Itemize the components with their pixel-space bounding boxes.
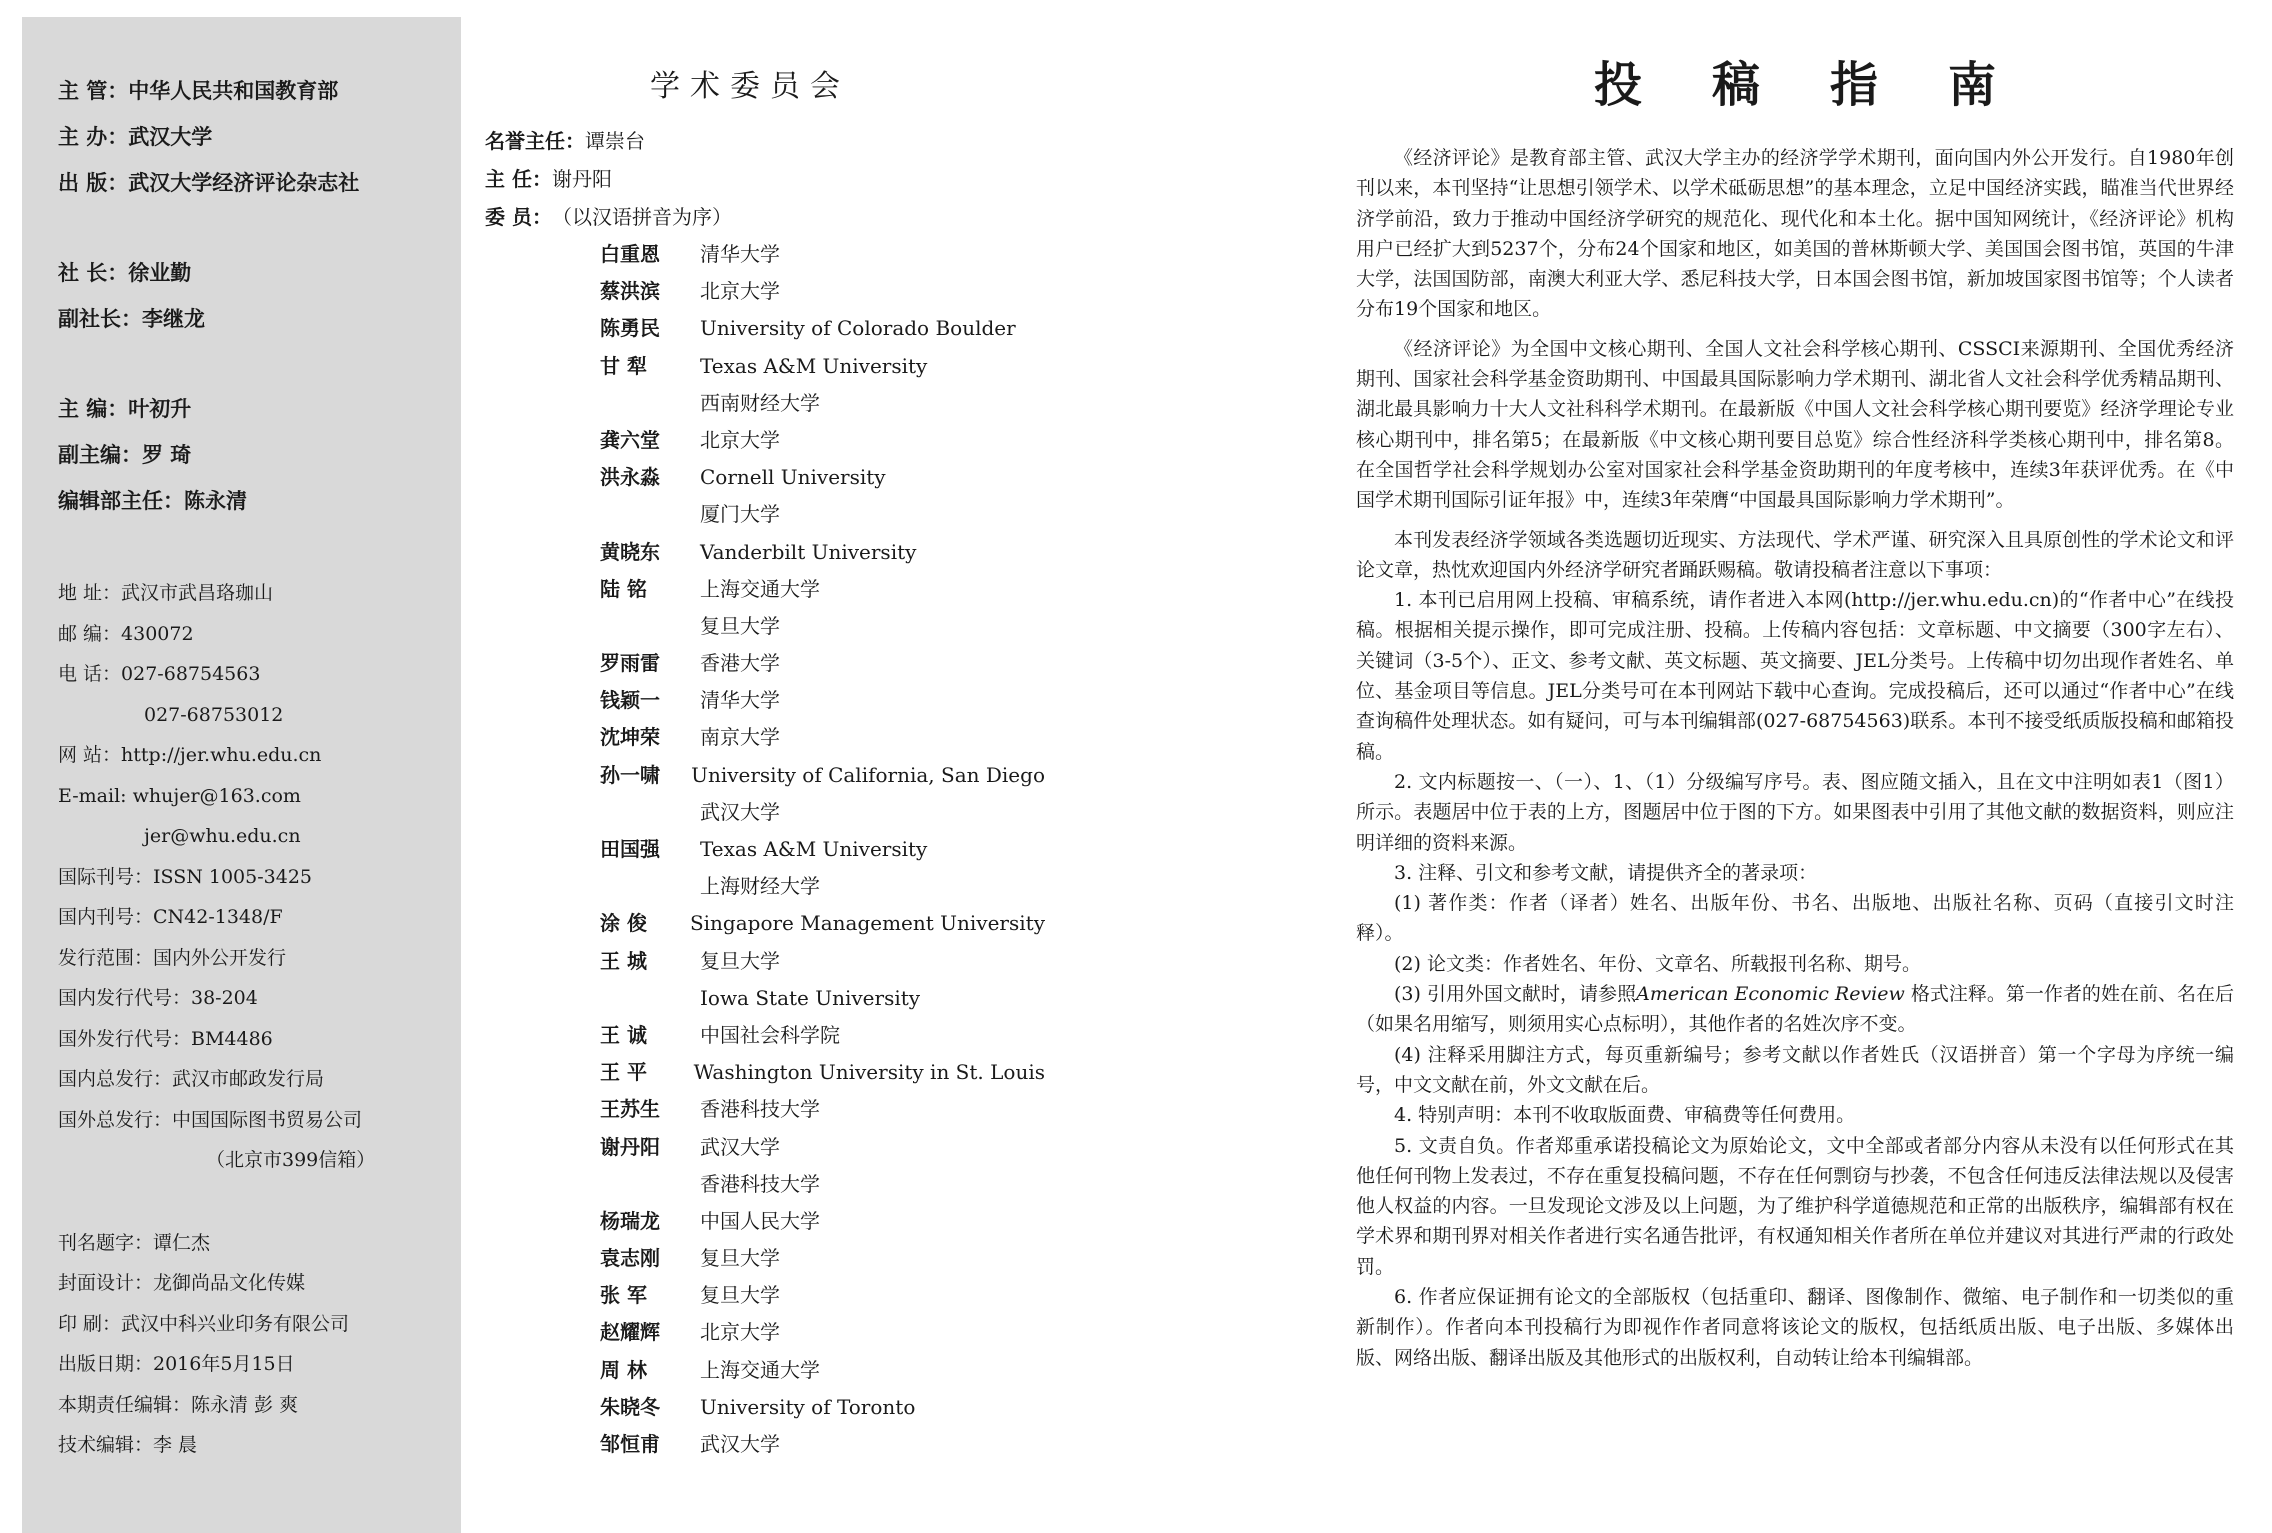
guide-paragraph: 《经济评论》为全国中文核心期刊、全国人文社会科学核心期刊、CSSCI来源期刊、全国优秀经济期刊、国家社会科学基金资助期刊、中国最具国际影响力学术期刊、湖北省人文社会科学优秀精品期刊、湖北最具影响力十大人文社科科学术期刊。在最新版《中国人文社会科学核心期刊要览》经济学理论专业核心期刊中，排名第5；在最新版《中文核心期刊要目总览》综合性经济科学类核心期刊中，排名第8。在全国哲学社会科学规划办公室对国家社会科学基金资助期刊的年度考核中，连续3年获评优秀。在《中国学术期刊国际引证年报》中，连续3年荣膺“中国最具国际影响力学术期刊”。 xyxy=(1356,337,2234,512)
technical-editor: 技术编辑：李 晨 xyxy=(58,1434,198,1456)
committee-member xyxy=(485,1389,1045,1426)
member-name: 邹恒甫 xyxy=(600,1432,660,1456)
director: 主 任：谢丹阳 xyxy=(485,167,612,191)
foreign-distributor: 国外总发行：中国国际图书贸易公司 xyxy=(58,1108,363,1131)
committee-member xyxy=(485,608,1045,645)
guide-item: 3. 注释、引文和参考文献，请提供齐全的著录项： xyxy=(1394,861,1818,884)
sponsor: 主 办：武汉大学 xyxy=(58,124,213,149)
committee-member xyxy=(485,1017,1045,1054)
member-name: 涂 俊 xyxy=(600,911,647,936)
phone-2: 027-68753012 xyxy=(144,703,284,726)
academic-committee xyxy=(485,62,1045,1463)
member-affiliation: 香港科技大学 xyxy=(700,1171,820,1196)
committee-member xyxy=(485,1314,1045,1351)
member-name: 田国强 xyxy=(600,837,660,861)
title-calligraphy: 刊名题字：谭仁杰 xyxy=(58,1231,211,1254)
guide-title: 投稿指南 xyxy=(1593,57,2066,113)
journal-name: American Economic Review xyxy=(1636,983,1905,1006)
member-name: 谢丹阳 xyxy=(600,1134,660,1159)
committee-member xyxy=(485,496,1045,533)
member-name: 赵耀辉 xyxy=(600,1320,660,1345)
guide-paragraph: 本刊发表经济学领域各类选题切近现实、方法现代、学术严谨、研究深入且具原创性的学术论文和评论文章，热忱欢迎国内外经济学研究者踊跃赐稿。敬请投稿者注意以下事项： xyxy=(1356,528,2234,581)
committee-member xyxy=(485,757,1045,794)
phone: 电 话：027-68754563 xyxy=(58,663,261,685)
member-name: 王 城 xyxy=(600,948,647,973)
supervisor: 主 管：中华人民共和国教育部 xyxy=(58,78,339,103)
committee-title: 学术委员会 xyxy=(650,69,850,104)
member-affiliation: 清华大学 xyxy=(700,242,780,266)
member-affiliation: 上海交通大学 xyxy=(700,576,820,601)
committee-member xyxy=(485,868,1045,905)
issn: 国际刊号：ISSN 1005-3425 xyxy=(58,865,312,888)
member-name: 王苏生 xyxy=(600,1097,660,1122)
member-name: 蔡洪滨 xyxy=(600,279,660,304)
guide-item: 1. 本刊已启用网上投稿、审稿系统，请作者进入本网(http://jer.whu.edu.cn)的“作者中心”在线投稿。根据相关提示操作，即可完成注册、投稿。上传稿内容包括：文章标题、中文摘要（300字左右）、关键词（3-5个）、正文、参考文献、英文标题、英文摘要、JEL分类号。上传稿中切勿出现作者姓名、单位、基金项目等信息。JEL分类号可在本刊网站下载中心查询。完成投稿后，还可以通过“作者中心”在线查询稿件处理状态。如有疑问，可与本刊编辑部(027-68754563)联系。本刊不接受纸质版投稿和邮箱投稿。 xyxy=(1356,589,2234,763)
member-affiliation: 上海交通大学 xyxy=(700,1357,820,1382)
member-name xyxy=(600,980,700,1017)
member-name: 朱晓冬 xyxy=(600,1394,660,1419)
member-affiliation: Texas A&M University xyxy=(700,837,928,861)
printer: 印 刷：武汉中科兴业印务有限公司 xyxy=(58,1312,350,1335)
committee-member xyxy=(485,310,1045,347)
guide-subitem: (4) 注释采用脚注方式，每页重新编号；参考文献以作者姓氏（汉语拼音）第一个字母为序统一编号，中文文献在前，外文文献在后。 xyxy=(1356,1043,2234,1096)
postcode: 邮 编：430072 xyxy=(58,622,194,645)
member-affiliation: University of Toronto xyxy=(700,1394,916,1419)
member-name xyxy=(600,608,700,645)
member-name: 甘 犁 xyxy=(600,353,647,378)
member-affiliation: Vanderbilt University xyxy=(700,539,917,564)
committee-member xyxy=(485,422,1045,459)
member-name: 钱颖一 xyxy=(600,688,660,713)
guide-paragraph: 《经济评论》是教育部主管、武汉大学主办的经济学学术期刊，面向国内外公开发行。自1980年创刊以来，本刊坚持“让思想引领学术、以学术砥砺思想”的基本理念，立足中国经济实践，瞄准当代世界经济学前沿，致力于推动中国经济学研究的规范化、现代化和本土化。据中国知网统计，《经济评论》机构用户已经扩大到5237个，分布24个国家和地区，如美国的普林斯顿大学、美国国会图书馆，英国的牛津大学，法国国防部，南澳大利亚大学、悉尼科技大学，日本国会图书馆，新加坡国家图书馆等；个人读者分布19个国家和地区。 xyxy=(1356,147,2234,321)
deputy-editor: 副主编：罗 琦 xyxy=(58,442,192,467)
member-name: 袁志刚 xyxy=(600,1246,660,1271)
member-name xyxy=(600,868,700,905)
member-affiliation: 北京大学 xyxy=(700,279,780,304)
masthead-info xyxy=(58,75,458,1466)
member-name xyxy=(600,496,700,533)
member-name: 黄晓东 xyxy=(600,539,660,564)
honorary-director: 名誉主任：谭崇台 xyxy=(485,129,645,153)
member-affiliation: Singapore Management University xyxy=(689,911,1045,936)
member-name: 龚六堂 xyxy=(600,427,660,452)
member-affiliation: 复旦大学 xyxy=(700,1246,780,1271)
guide-subitem: (1) 著作类：作者（译者）姓名、出版年份、书名、出版地、出版社名称、页码（直接引文时注释）。 xyxy=(1356,892,2234,945)
member-name: 杨瑞龙 xyxy=(600,1208,660,1233)
committee-member xyxy=(485,236,1045,273)
committee-member xyxy=(485,1240,1045,1277)
president: 社 长：徐业勤 xyxy=(58,260,192,285)
publish-date: 出版日期：2016年5月15日 xyxy=(58,1353,295,1375)
committee-member xyxy=(485,459,1045,496)
member-name: 张 军 xyxy=(600,1283,647,1308)
committee-member xyxy=(485,682,1045,719)
guide-item: 5. 文责自负。作者郑重承诺投稿论文为原始论文，文中全部或者部分内容从未没有以任何形式在其他任何刊物上发表过，不存在重复投稿问题，不存在任何剽窃与抄袭，不包含任何违反法律法规以及侵害他人权益的内容。一旦发现论文涉及以上问题，为了维护科学道德规范和正常的出版秩序，编辑部有权在学术界和期刊界对相关作者进行实名通告批评，有权通知相关作者所在单位并建议对其进行严肃的行政处罚。 xyxy=(1356,1134,2234,1278)
committee-member xyxy=(485,534,1045,571)
member-list xyxy=(485,236,1045,1463)
member-name: 罗雨雷 xyxy=(600,651,660,676)
member-affiliation: 西南财经大学 xyxy=(700,390,820,415)
domestic-code: 国内发行代号：38-204 xyxy=(58,987,258,1009)
cn-number: 国内刊号：CN42-1348/F xyxy=(58,906,283,928)
member-affiliation: 复旦大学 xyxy=(700,948,780,973)
member-affiliation: University of Colorado Boulder xyxy=(700,316,1016,341)
member-affiliation: Washington University in St. Louis xyxy=(693,1060,1045,1085)
distribution-scope: 发行范围：国内外公开发行 xyxy=(58,946,287,969)
committee-member xyxy=(485,794,1045,831)
submission-guide xyxy=(1356,55,2234,1373)
member-name: 沈坤荣 xyxy=(600,725,660,750)
member-affiliation: 中国社会科学院 xyxy=(700,1022,840,1047)
committee-member xyxy=(485,273,1045,310)
member-affiliation: 厦门大学 xyxy=(700,502,780,527)
committee-member xyxy=(485,385,1045,422)
member-name xyxy=(600,1166,700,1203)
email-2: jer@whu.edu.cn xyxy=(144,825,301,847)
committee-member xyxy=(485,1129,1045,1166)
committee-member xyxy=(485,980,1045,1017)
committee-member xyxy=(485,348,1045,385)
guide-subitem: (2) 论文类：作者姓名、年份、文章名、所载报刊名称、期号。 xyxy=(1394,952,1921,975)
member-name xyxy=(600,385,700,422)
vice-president: 副社长：李继龙 xyxy=(58,306,205,331)
member-affiliation: University of California, San Diego xyxy=(691,762,1045,787)
guide-item: 4. 特别声明：本刊不收取版面费、审稿费等任何费用。 xyxy=(1394,1104,1856,1127)
member-affiliation: 南京大学 xyxy=(700,725,780,750)
member-name: 王 平 xyxy=(600,1060,647,1085)
cover-design: 封面设计：龙御尚品文化传媒 xyxy=(58,1272,306,1294)
member-name: 洪永淼 xyxy=(600,465,660,490)
committee-member xyxy=(485,905,1045,942)
committee-member xyxy=(485,719,1045,756)
committee-member xyxy=(485,1277,1045,1314)
committee-member xyxy=(485,1091,1045,1128)
committee-member xyxy=(485,645,1045,682)
editor-in-chief: 主 编：叶初升 xyxy=(58,396,192,421)
domestic-distributor: 国内总发行：武汉市邮政发行局 xyxy=(58,1068,325,1090)
office-director: 编辑部主任：陈永清 xyxy=(58,488,247,513)
committee-member xyxy=(485,1166,1045,1203)
email: E-mail: whujer@163.com xyxy=(58,784,301,807)
member-affiliation: 上海财经大学 xyxy=(700,874,820,899)
guide-item: 2. 文内标题按一、（一）、1、（1）分级编写序号。表、图应随文插入，且在文中注明如表1（图1）所示。表题居中位于表的上方，图题居中位于图的下方。如果图表中引用了其他文献的数据资料，则应注明详细的资料来源。 xyxy=(1356,770,2234,854)
member-affiliation: Texas A&M University xyxy=(700,353,928,378)
committee-member xyxy=(485,831,1045,868)
member-affiliation: Iowa State University xyxy=(700,985,921,1010)
member-affiliation: 香港大学 xyxy=(700,651,780,676)
member-name: 孙一啸 xyxy=(600,762,660,787)
member-name: 白重恩 xyxy=(600,242,660,266)
foreign-code: 国外发行代号：BM4486 xyxy=(58,1027,273,1050)
member-affiliation: 武汉大学 xyxy=(700,799,780,824)
member-affiliation: 北京大学 xyxy=(700,427,780,452)
guide-subitem: (3) 引用外国文献时，请参照American Economic Review 格式注释。第一作者的姓在前、名在后（如果名用缩写，则须用实心点标明），其他作者的名姓次序不变。 xyxy=(1356,983,2235,1036)
member-name: 周 林 xyxy=(600,1357,647,1382)
member-name: 陆 铭 xyxy=(600,576,647,601)
po-box: （北京市399信箱） xyxy=(206,1149,376,1171)
member-affiliation: 清华大学 xyxy=(700,688,780,713)
member-affiliation: 中国人民大学 xyxy=(700,1208,820,1233)
committee-member xyxy=(485,1054,1045,1091)
committee-member xyxy=(485,1352,1045,1389)
member-affiliation: 北京大学 xyxy=(700,1320,780,1345)
publisher: 出 版：武汉大学经济评论杂志社 xyxy=(58,170,360,195)
member-affiliation: 香港科技大学 xyxy=(700,1097,820,1122)
member-affiliation: 武汉大学 xyxy=(700,1134,780,1159)
committee-member xyxy=(485,1203,1045,1240)
address: 地 址：武汉市武昌珞珈山 xyxy=(58,582,274,604)
member-affiliation: 复旦大学 xyxy=(700,613,780,638)
member-name xyxy=(600,794,700,831)
member-affiliation: 复旦大学 xyxy=(700,1283,780,1308)
committee-member xyxy=(485,571,1045,608)
guide-item: 6. 作者应保证拥有论文的全部版权（包括重印、翻译、图像制作、微缩、电子制作和一切类似的重新制作）。作者向本刊投稿行为即视作作者同意将该论文的版权，包括纸质出版、电子出版、多媒体出版、网络出版、翻译出版及其他形式的出版权利，自动转让给本刊编辑部。 xyxy=(1356,1285,2234,1369)
member-name: 王 诚 xyxy=(600,1022,647,1047)
member-affiliation: 武汉大学 xyxy=(700,1432,780,1456)
member-name: 陈勇民 xyxy=(600,316,660,341)
committee-member xyxy=(485,943,1045,980)
member-affiliation: Cornell University xyxy=(700,465,886,490)
website: 网 站：http://jer.whu.edu.cn xyxy=(58,744,322,766)
committee-member xyxy=(485,1426,1045,1463)
responsible-editor: 本期责任编辑：陈永清 彭 爽 xyxy=(58,1393,299,1416)
members-heading: 委 员：（以汉语拼音为序） xyxy=(485,205,732,229)
